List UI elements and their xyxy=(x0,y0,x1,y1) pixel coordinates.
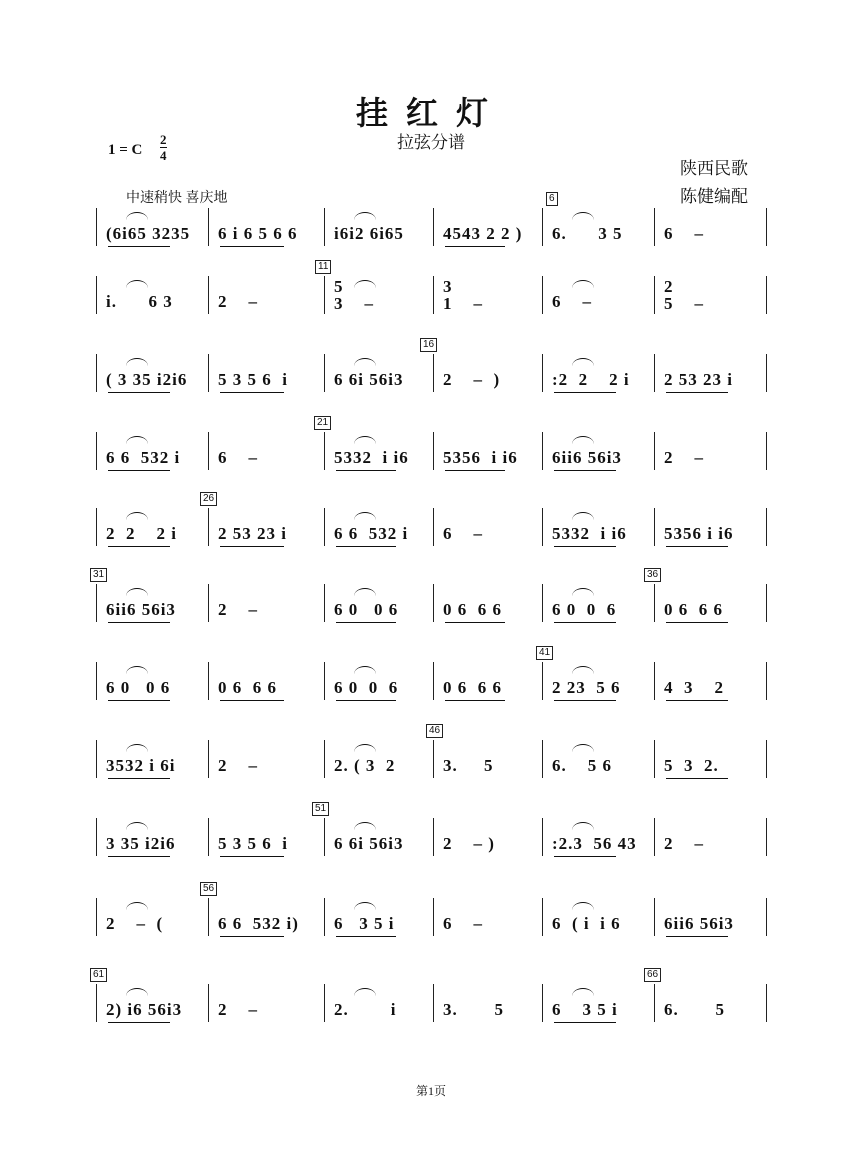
barline xyxy=(96,818,97,856)
measure: 6 i 6 5 6 6 xyxy=(218,224,298,243)
barline xyxy=(208,740,209,778)
barline xyxy=(324,584,325,622)
beam-underline xyxy=(108,622,170,623)
beam-underline xyxy=(554,856,616,857)
measure: 3. 5 xyxy=(443,1000,504,1019)
measure: 0 6 6 6 xyxy=(664,600,723,619)
measure: 6ii6 56i3 xyxy=(106,600,176,619)
barline xyxy=(654,584,655,622)
page-title: 挂红灯 xyxy=(355,95,506,131)
measure: 6 – xyxy=(218,448,258,467)
origin-credit: 陕西民歌 xyxy=(680,159,748,178)
measure: 5332 i i6 xyxy=(334,448,409,467)
measure: 5 3 5 6 i xyxy=(218,834,288,853)
measure: 6 6 532 i xyxy=(334,524,409,543)
beam-underline xyxy=(220,700,284,701)
barline xyxy=(433,662,434,700)
slur-arc xyxy=(354,822,376,830)
barline xyxy=(542,662,543,700)
barline xyxy=(433,984,434,1022)
barline xyxy=(324,984,325,1022)
barline xyxy=(433,276,434,314)
barline xyxy=(542,276,543,314)
slur-arc xyxy=(126,358,148,366)
measure: 6 3 5 i xyxy=(334,914,395,933)
barline xyxy=(433,740,434,778)
measure: 5356 i i6 xyxy=(664,524,734,543)
measure: 6. 5 xyxy=(664,1000,725,1019)
page-subtitle: 拉弦分谱 xyxy=(397,133,465,152)
beam-underline xyxy=(220,392,284,393)
beam-underline xyxy=(445,246,505,247)
barline xyxy=(654,818,655,856)
slur-arc xyxy=(572,902,594,910)
barline xyxy=(654,432,655,470)
measure: 2 53 23 i xyxy=(218,524,287,543)
measure: 0 6 6 6 xyxy=(443,600,502,619)
measure: 4 3 2 xyxy=(664,678,724,697)
slur-arc xyxy=(572,436,594,444)
measure: 6 – xyxy=(664,224,704,243)
slur-arc xyxy=(126,588,148,596)
beam-underline xyxy=(108,392,170,393)
notation-row xyxy=(96,417,776,484)
slur-arc xyxy=(354,436,376,444)
barline xyxy=(208,432,209,470)
slur-arc xyxy=(354,666,376,674)
tempo-marking: 中速稍快 喜庆地 xyxy=(126,191,228,206)
measure: 6 – xyxy=(443,914,483,933)
slur-arc xyxy=(354,512,376,520)
barline xyxy=(766,508,767,546)
measure: 6 – xyxy=(552,292,592,311)
slur-arc xyxy=(572,744,594,752)
beam-underline xyxy=(666,700,728,701)
slur-arc xyxy=(572,666,594,674)
barline xyxy=(433,584,434,622)
barline xyxy=(654,984,655,1022)
barline xyxy=(433,818,434,856)
barline xyxy=(542,818,543,856)
measure: 5 3 – xyxy=(334,277,374,313)
barline xyxy=(208,276,209,314)
slur-arc xyxy=(126,436,148,444)
barline xyxy=(766,584,767,622)
measure: :2.3 56 43 xyxy=(552,834,637,853)
beam-underline xyxy=(554,546,616,547)
beam-underline xyxy=(108,546,170,547)
slur-arc xyxy=(126,212,148,220)
barline xyxy=(654,740,655,778)
slur-arc xyxy=(126,988,148,996)
slur-arc xyxy=(572,212,594,220)
slur-arc xyxy=(354,358,376,366)
slur-arc xyxy=(572,822,594,830)
slur-arc xyxy=(572,512,594,520)
measure: 2 – xyxy=(218,292,258,311)
beam-underline xyxy=(666,778,728,779)
slur-arc xyxy=(354,588,376,596)
barline xyxy=(324,354,325,392)
barline xyxy=(324,432,325,470)
measure: 6 6i 56i3 xyxy=(334,834,404,853)
rehearsal-mark: 31 xyxy=(90,568,107,582)
barline xyxy=(96,432,97,470)
measure: 6 6 532 i) xyxy=(218,914,299,933)
measure: 3. 5 xyxy=(443,756,494,775)
barline xyxy=(96,984,97,1022)
measure: 5356 i i6 xyxy=(443,448,518,467)
measure: 6ii6 56i3 xyxy=(664,914,734,933)
measure: 2 – xyxy=(218,1000,258,1019)
barline xyxy=(96,354,97,392)
measure: 2 – xyxy=(664,448,704,467)
barline xyxy=(433,432,434,470)
page-number: 第1页 xyxy=(415,1084,446,1098)
barline xyxy=(208,818,209,856)
barline xyxy=(654,508,655,546)
barline xyxy=(766,984,767,1022)
measure: 2 2 2 i xyxy=(106,524,177,543)
notation-row xyxy=(93,569,776,636)
barline xyxy=(324,898,325,936)
notation-row xyxy=(96,803,776,870)
measure: 2 53 23 i xyxy=(664,370,733,389)
barline xyxy=(96,584,97,622)
measure: ( 3 35 i2i6 xyxy=(106,370,188,389)
measure: 6 0 0 6 xyxy=(552,600,617,619)
beam-underline xyxy=(220,856,284,857)
beam-underline xyxy=(554,622,616,623)
barline xyxy=(208,662,209,700)
barline xyxy=(324,818,325,856)
measure: 5 3 2. xyxy=(664,756,719,775)
beam-underline xyxy=(445,700,505,701)
meter-top: 2 xyxy=(160,132,167,147)
measure: 2 – ) xyxy=(443,370,501,389)
beam-underline xyxy=(108,700,170,701)
rehearsal-mark: 21 xyxy=(314,416,331,430)
slur-arc xyxy=(126,902,148,910)
arranger-credit: 陈健编配 xyxy=(680,187,748,206)
beam-underline xyxy=(666,546,728,547)
barline xyxy=(542,740,543,778)
barline xyxy=(208,984,209,1022)
beam-underline xyxy=(666,622,728,623)
measure: 0 6 6 6 xyxy=(443,678,502,697)
beam-underline xyxy=(108,246,170,247)
slur-arc xyxy=(354,902,376,910)
measure: 5 3 5 6 i xyxy=(218,370,288,389)
barline xyxy=(766,740,767,778)
measure: 2. i xyxy=(334,1000,397,1019)
barline xyxy=(433,208,434,246)
barline xyxy=(208,354,209,392)
measure: 6 0 0 6 xyxy=(106,678,171,697)
barline xyxy=(542,984,543,1022)
measure: 2 – ( xyxy=(106,914,164,933)
notation-row xyxy=(96,725,776,792)
beam-underline xyxy=(108,470,170,471)
measure: 2 – ) xyxy=(443,834,495,853)
barline xyxy=(208,584,209,622)
beam-underline xyxy=(666,392,728,393)
rehearsal-mark: 16 xyxy=(420,338,437,352)
barline xyxy=(433,508,434,546)
notation-row xyxy=(96,261,776,328)
beam-underline xyxy=(554,470,616,471)
measure: (6i65 3235 xyxy=(106,224,191,243)
measure: 6 0 0 6 xyxy=(334,678,399,697)
rehearsal-mark: 51 xyxy=(312,802,329,816)
rehearsal-mark: 6 xyxy=(546,192,558,206)
barline xyxy=(542,208,543,246)
measure: 3 1 – xyxy=(443,277,483,313)
slur-arc xyxy=(126,666,148,674)
measure: 5332 i i6 xyxy=(552,524,627,543)
slur-arc xyxy=(354,212,376,220)
beam-underline xyxy=(336,622,396,623)
notation-row xyxy=(96,339,776,406)
notation-row xyxy=(96,493,776,560)
measure: 6 – xyxy=(443,524,483,543)
beam-underline xyxy=(666,936,728,937)
slur-arc xyxy=(126,822,148,830)
barline xyxy=(542,508,543,546)
measure: 6 ( i i 6 xyxy=(552,914,621,933)
barline xyxy=(96,508,97,546)
notation-row xyxy=(96,647,776,714)
slur-arc xyxy=(572,588,594,596)
beam-underline xyxy=(220,246,284,247)
beam-underline xyxy=(220,546,284,547)
measure: 3532 i 6i xyxy=(106,756,176,775)
barline xyxy=(654,354,655,392)
barline xyxy=(208,508,209,546)
barline xyxy=(324,508,325,546)
barline xyxy=(96,208,97,246)
time-signature xyxy=(160,132,167,163)
barline xyxy=(654,276,655,314)
beam-underline xyxy=(108,778,170,779)
slur-arc xyxy=(572,280,594,288)
beam-underline xyxy=(336,936,396,937)
barline xyxy=(96,740,97,778)
measure: 6 6 532 i xyxy=(106,448,181,467)
measure: 2. ( 3 2 xyxy=(334,756,396,775)
slur-arc xyxy=(572,358,594,366)
slur-arc xyxy=(572,988,594,996)
measure: 6 0 0 6 xyxy=(334,600,399,619)
barline xyxy=(324,740,325,778)
barline xyxy=(766,432,767,470)
measure: 2 23 5 6 xyxy=(552,678,621,697)
rehearsal-mark: 41 xyxy=(536,646,553,660)
rehearsal-mark: 61 xyxy=(90,968,107,982)
measure: 2 – xyxy=(664,834,704,853)
beam-underline xyxy=(554,700,616,701)
barline xyxy=(324,276,325,314)
notation-row xyxy=(96,883,776,950)
rehearsal-mark: 36 xyxy=(644,568,661,582)
measure: 6. 3 5 xyxy=(552,224,623,243)
beam-underline xyxy=(220,936,284,937)
slur-arc xyxy=(354,988,376,996)
beam-underline xyxy=(108,1022,170,1023)
rehearsal-mark: 56 xyxy=(200,882,217,896)
measure: 0 6 6 6 xyxy=(218,678,277,697)
slur-arc xyxy=(126,280,148,288)
barline xyxy=(542,432,543,470)
barline xyxy=(654,662,655,700)
measure: 6 3 5 i xyxy=(552,1000,618,1019)
meter-bottom: 4 xyxy=(160,148,167,163)
barline xyxy=(542,898,543,936)
measure: 2 – xyxy=(218,756,258,775)
measure: 3 35 i2i6 xyxy=(106,834,176,853)
barline xyxy=(766,818,767,856)
beam-underline xyxy=(336,546,396,547)
measure: 6 6i 56i3 xyxy=(334,370,404,389)
beam-underline xyxy=(554,392,616,393)
barline xyxy=(766,276,767,314)
beam-underline xyxy=(108,856,170,857)
barline xyxy=(542,584,543,622)
measure: i6i2 6i65 xyxy=(334,224,404,243)
notation-row xyxy=(93,969,776,1036)
barline xyxy=(766,662,767,700)
slur-arc xyxy=(126,744,148,752)
beam-underline xyxy=(554,1022,616,1023)
measure: 4543 2 2 ) xyxy=(443,224,523,243)
barline xyxy=(654,208,655,246)
measure: 2) i6 56i3 xyxy=(106,1000,183,1019)
barline xyxy=(766,898,767,936)
key-signature: 1 = C xyxy=(108,142,143,158)
barline xyxy=(324,662,325,700)
beam-underline xyxy=(336,470,396,471)
barline xyxy=(766,354,767,392)
measure: :2 2 2 i xyxy=(552,370,630,389)
rehearsal-mark: 11 xyxy=(315,260,331,274)
barline xyxy=(324,208,325,246)
rehearsal-mark: 66 xyxy=(644,968,661,982)
barline xyxy=(433,354,434,392)
slur-arc xyxy=(126,512,148,520)
barline xyxy=(208,208,209,246)
measure: 2 5 – xyxy=(664,277,704,313)
barline xyxy=(433,898,434,936)
barline xyxy=(654,898,655,936)
rehearsal-mark: 46 xyxy=(426,724,443,738)
barline xyxy=(766,208,767,246)
measure: 2 – xyxy=(218,600,258,619)
barline xyxy=(96,898,97,936)
measure: 6ii6 56i3 xyxy=(552,448,622,467)
measure: 6. 5 6 xyxy=(552,756,612,775)
barline xyxy=(96,276,97,314)
beam-underline xyxy=(336,700,396,701)
rehearsal-mark: 26 xyxy=(200,492,217,506)
measure: i. 6 3 xyxy=(106,292,173,311)
barline xyxy=(96,662,97,700)
slur-arc xyxy=(354,744,376,752)
beam-underline xyxy=(445,470,505,471)
barline xyxy=(208,898,209,936)
barline xyxy=(542,354,543,392)
beam-underline xyxy=(445,622,505,623)
